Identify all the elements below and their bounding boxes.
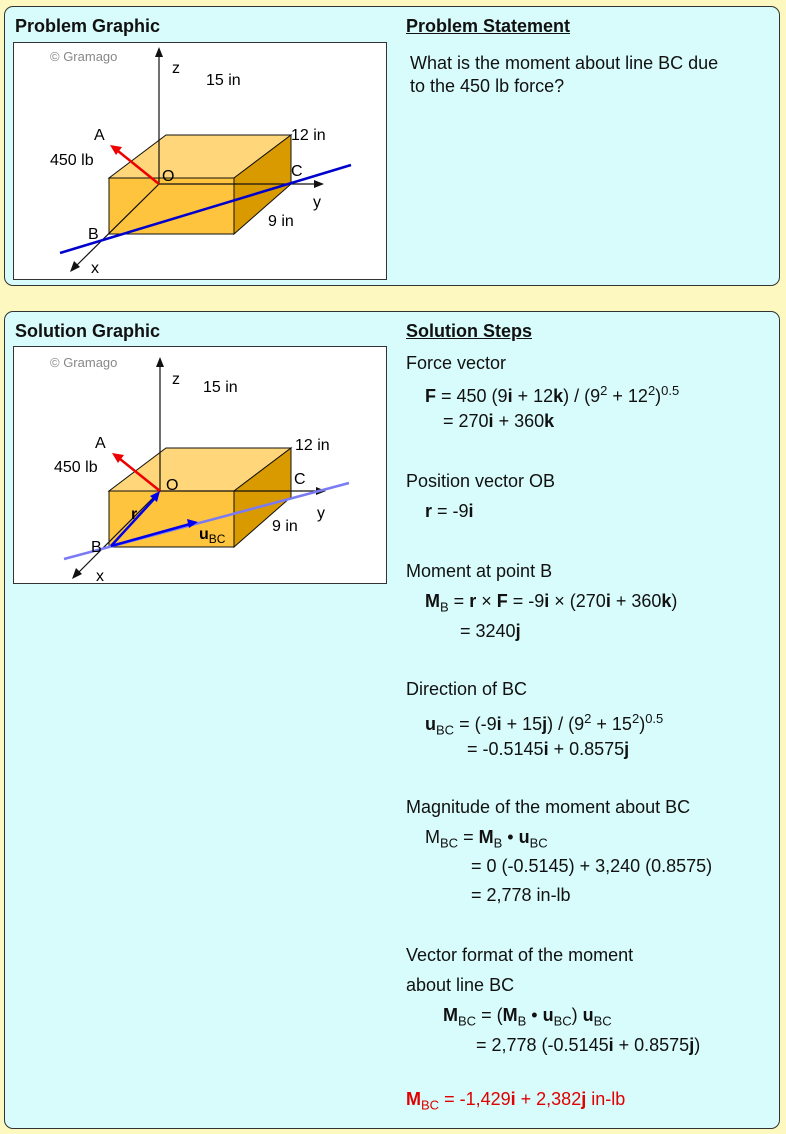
problem-diagram (14, 43, 385, 278)
direction-equation: $u_{BC} = (-9i + 15j) / (9^2 + 15^2)^{0.5}$ (425, 711, 664, 738)
axis-x-label: x (96, 568, 104, 582)
moment-b-heading: Moment at point B (406, 561, 553, 581)
point-a-label: A (94, 127, 105, 144)
point-o-label: O (166, 477, 179, 494)
force-vector-heading: Force vector (406, 353, 507, 373)
point-o-label: O (162, 168, 175, 185)
force-vector-result: = 270i + 360k (443, 411, 555, 431)
moment-b-equation: $M_B = r \times F = -9i \times (270i + 360k)$ (425, 591, 678, 615)
point-b-label: B (88, 226, 99, 243)
x-arrowhead (72, 568, 82, 579)
direction-result: = -0.5145i + 0.8575j (467, 739, 630, 759)
position-vector-equation: r = -9i (425, 501, 474, 521)
axis-y-label: y (317, 505, 325, 522)
magnitude-equation: $M_{BC} = M_B$ • $u_{BC}$ (425, 827, 548, 851)
magnitude-heading: Magnitude of the moment about BC (406, 797, 691, 817)
axis-y-label: y (313, 194, 321, 211)
solution-graphic (13, 346, 387, 584)
z-arrowhead (155, 47, 163, 57)
statement-line-1: What is the moment about line BC due (410, 53, 719, 73)
vector-format-heading-2: about line BC (406, 975, 515, 995)
vector-format-equation: $M_{BC} = (M_B$ • $u_{BC}$) $u_{BC}$ (443, 1005, 612, 1029)
axis-x-label: x (91, 260, 99, 277)
dim-right-label: 12 in (291, 127, 326, 144)
direction-heading: Direction of BC (406, 679, 528, 699)
y-arrowhead (314, 180, 324, 188)
force-vector-equation: F = 450 $(9i + 12k) / (9^2 + 12^2)^{0.5}$ (425, 383, 680, 406)
final-answer: $M_{BC} = -1,429i + 2,382j$ in-lb (406, 1089, 626, 1113)
vector-format-result: = 2,778 (-0.5145i + 0.8575j) (476, 1035, 701, 1055)
problem-panel (4, 6, 780, 286)
axis-z-label: z (172, 371, 180, 388)
x-arrowhead (70, 261, 80, 272)
point-b-label: B (91, 539, 102, 556)
r-vector-label: r (131, 506, 138, 523)
vector-format-heading-1: Vector format of the moment (406, 945, 634, 965)
dim-right-label: 12 in (295, 437, 330, 454)
axis-z-label: z (172, 60, 180, 77)
point-c-label: C (294, 471, 306, 488)
point-c-label: C (291, 163, 303, 180)
moment-b-result: = 3240j (460, 621, 521, 641)
position-vector-heading: Position vector OB (406, 471, 556, 491)
problem-statement-title: Problem Statement (406, 16, 571, 36)
point-a-label: A (95, 435, 106, 452)
dim-top-label: 15 in (206, 72, 241, 89)
solution-diagram (14, 347, 385, 582)
solution-steps-title: Solution Steps (406, 321, 532, 341)
force-magnitude-label: 450 lb (50, 152, 94, 169)
magnitude-result: = 2,778 in-lb (471, 885, 571, 905)
copyright-text: © Gramago (50, 355, 118, 370)
dim-top-label: 15 in (203, 379, 238, 396)
statement-line-2: to the 450 lb force? (410, 76, 565, 96)
problem-graphic-title: Problem Graphic (15, 16, 161, 36)
solution-graphic-title: Solution Graphic (15, 321, 161, 341)
problem-graphic (13, 42, 387, 280)
u-bc-label: $u_{BC}$ (199, 526, 226, 546)
force-magnitude-label: 450 lb (54, 459, 98, 476)
z-arrowhead (156, 357, 164, 367)
dim-depth-label: 9 in (268, 213, 294, 230)
magnitude-substitution: = 0 (-0.5145) + 3,240 (0.8575) (471, 856, 713, 876)
copyright-text: © Gramago (50, 49, 118, 64)
dim-depth-label: 9 in (272, 518, 298, 535)
solution-panel (4, 311, 780, 1129)
